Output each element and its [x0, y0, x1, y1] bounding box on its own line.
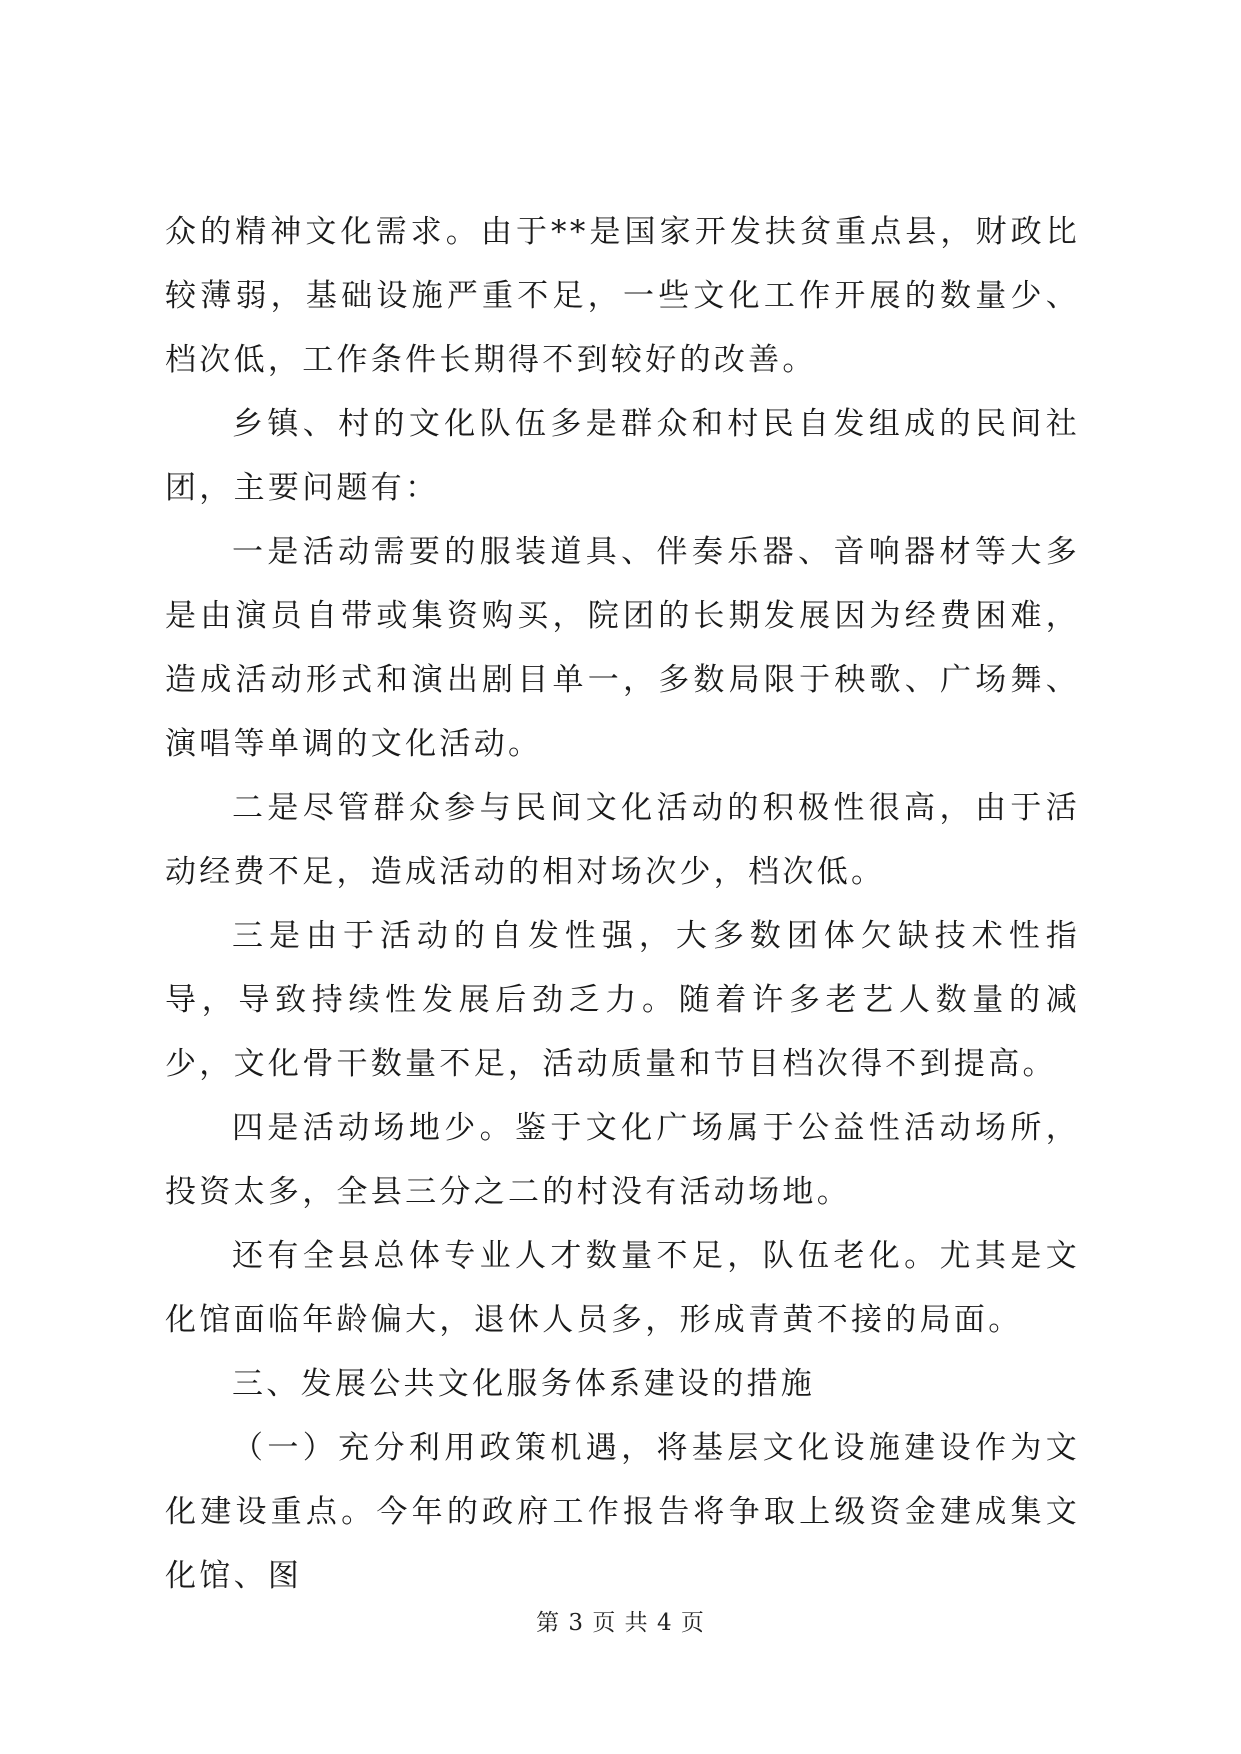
- page-number-footer: 第 3 页 共 4 页: [536, 1610, 705, 1636]
- paragraph-talent-shortage: 还有全县总体专业人才数量不足，队伍老化。尤其是文化馆面临年龄偏大，退休人员多，形成青黄不接的局面。: [165, 1238, 1080, 1338]
- paragraph-cultural-teams: 乡镇、村的文化队伍多是群众和村民自发组成的民间社团，主要问题有：: [165, 406, 1080, 506]
- document-body: [165, 200, 1080, 1608]
- paragraph-problem-four: 四是活动场地少。鉴于文化广场属于公益性活动场所，投资太多，全县三分之二的村没有活动场地。: [165, 1110, 1080, 1210]
- paragraph-measure-one: （一）充分利用政策机遇，将基层文化设施建设作为文化建设重点。今年的政府工作报告将争取上级资金建成集文化馆、图: [165, 1430, 1080, 1594]
- paragraph-problem-two: 二是尽管群众参与民间文化活动的积极性很高，由于活动经费不足，造成活动的相对场次少，档次低。: [165, 790, 1080, 890]
- section-heading-measures: 三、发展公共文化服务体系建设的措施: [232, 1366, 816, 1402]
- paragraph-problem-three: 三是由于活动的自发性强，大多数团体欠缺技术性指导，导致持续性发展后劲乏力。随着许多老艺人数量的减少，文化骨干数量不足，活动质量和节目档次得不到提高。: [165, 918, 1080, 1082]
- paragraph-problem-one: 一是活动需要的服装道具、伴奏乐器、音响器材等大多是由演员自带或集资购买，院团的长期发展因为经费困难，造成活动形式和演出剧目单一，多数局限于秧歌、广场舞、演唱等单调的文化活动。: [165, 534, 1080, 762]
- paragraph-continuation: 众的精神文化需求。由于**是国家开发扶贫重点县，财政比较薄弱，基础设施严重不足，一些文化工作开展的数量少、档次低，工作条件长期得不到较好的改善。: [165, 214, 1080, 378]
